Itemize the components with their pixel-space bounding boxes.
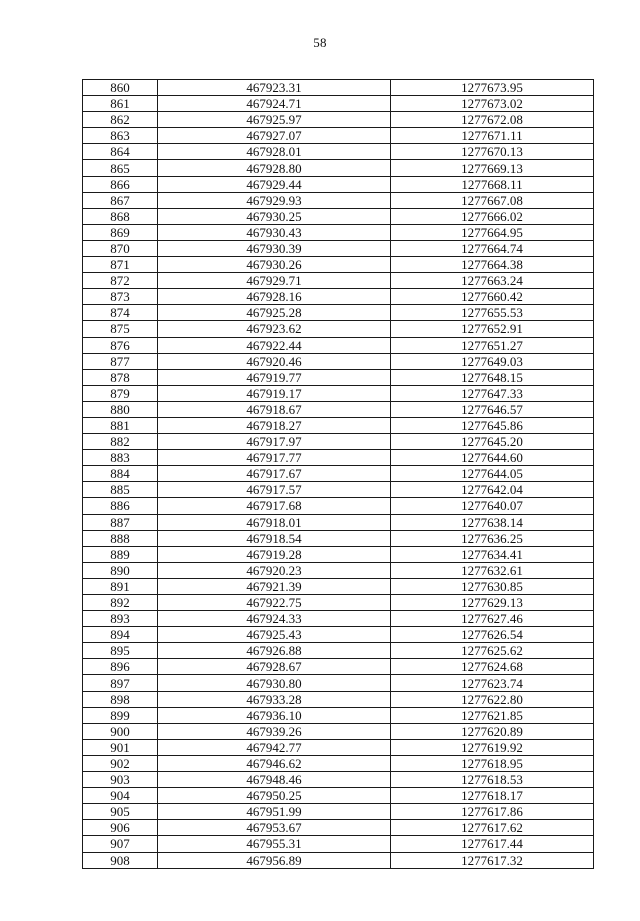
y-coordinate-cell: 1277668.11	[391, 176, 594, 192]
table-row	[83, 224, 594, 240]
point-number-cell: 873	[83, 289, 158, 305]
point-number-cell: 879	[83, 385, 158, 401]
point-number-cell: 863	[83, 128, 158, 144]
y-coordinate-cell: 1277644.05	[391, 466, 594, 482]
x-coordinate-cell: 467917.68	[158, 498, 391, 514]
table-row	[83, 772, 594, 788]
x-coordinate-cell: 467929.93	[158, 192, 391, 208]
x-coordinate-cell: 467953.67	[158, 820, 391, 836]
y-coordinate-cell: 1277617.62	[391, 820, 594, 836]
y-coordinate-cell: 1277618.17	[391, 788, 594, 804]
x-coordinate-cell: 467942.77	[158, 739, 391, 755]
y-coordinate-cell: 1277649.03	[391, 353, 594, 369]
y-coordinate-cell: 1277642.04	[391, 482, 594, 498]
point-number-cell: 907	[83, 836, 158, 852]
y-coordinate-cell: 1277645.20	[391, 434, 594, 450]
x-coordinate-cell: 467928.67	[158, 659, 391, 675]
table-row	[83, 257, 594, 273]
x-coordinate-cell: 467928.01	[158, 144, 391, 160]
x-coordinate-cell: 467925.43	[158, 627, 391, 643]
point-number-cell: 861	[83, 96, 158, 112]
x-coordinate-cell: 467919.17	[158, 385, 391, 401]
table-row	[83, 176, 594, 192]
point-number-cell: 880	[83, 401, 158, 417]
point-number-cell: 908	[83, 852, 158, 868]
point-number-cell: 884	[83, 466, 158, 482]
table-row	[83, 611, 594, 627]
table-body	[83, 80, 594, 869]
point-number-cell: 901	[83, 739, 158, 755]
y-coordinate-cell: 1277670.13	[391, 144, 594, 160]
point-number-cell: 883	[83, 450, 158, 466]
x-coordinate-cell: 467928.80	[158, 160, 391, 176]
x-coordinate-cell: 467920.23	[158, 562, 391, 578]
x-coordinate-cell: 467930.80	[158, 675, 391, 691]
x-coordinate-cell: 467929.44	[158, 176, 391, 192]
x-coordinate-cell: 467918.54	[158, 530, 391, 546]
table-row	[83, 820, 594, 836]
point-number-cell: 868	[83, 208, 158, 224]
table-row	[83, 273, 594, 289]
point-number-cell: 870	[83, 240, 158, 256]
point-number-cell: 876	[83, 337, 158, 353]
y-coordinate-cell: 1277672.08	[391, 112, 594, 128]
x-coordinate-cell: 467917.67	[158, 466, 391, 482]
y-coordinate-cell: 1277660.42	[391, 289, 594, 305]
x-coordinate-cell: 467923.62	[158, 321, 391, 337]
y-coordinate-cell: 1277663.24	[391, 273, 594, 289]
y-coordinate-cell: 1277634.41	[391, 546, 594, 562]
table-row	[83, 321, 594, 337]
y-coordinate-cell: 1277618.95	[391, 755, 594, 771]
table-row	[83, 691, 594, 707]
x-coordinate-cell: 467925.97	[158, 112, 391, 128]
y-coordinate-cell: 1277667.08	[391, 192, 594, 208]
y-coordinate-cell: 1277622.80	[391, 691, 594, 707]
point-number-cell: 894	[83, 627, 158, 643]
x-coordinate-cell: 467926.88	[158, 643, 391, 659]
table-row	[83, 369, 594, 385]
x-coordinate-cell: 467921.39	[158, 578, 391, 594]
point-number-cell: 903	[83, 772, 158, 788]
table-row	[83, 482, 594, 498]
table-row	[83, 675, 594, 691]
x-coordinate-cell: 467923.31	[158, 80, 391, 96]
y-coordinate-cell: 1277652.91	[391, 321, 594, 337]
y-coordinate-cell: 1277626.54	[391, 627, 594, 643]
point-number-cell: 862	[83, 112, 158, 128]
y-coordinate-cell: 1277664.38	[391, 257, 594, 273]
table-row	[83, 80, 594, 96]
table-row	[83, 353, 594, 369]
point-number-cell: 899	[83, 707, 158, 723]
point-number-cell: 887	[83, 514, 158, 530]
point-number-cell: 891	[83, 578, 158, 594]
point-number-cell: 902	[83, 755, 158, 771]
x-coordinate-cell: 467917.97	[158, 434, 391, 450]
x-coordinate-cell: 467930.26	[158, 257, 391, 273]
y-coordinate-cell: 1277647.33	[391, 385, 594, 401]
table-row	[83, 852, 594, 868]
table-row	[83, 128, 594, 144]
point-number-cell: 897	[83, 675, 158, 691]
point-number-cell: 865	[83, 160, 158, 176]
point-number-cell: 893	[83, 611, 158, 627]
point-number-cell: 872	[83, 273, 158, 289]
x-coordinate-cell: 467930.39	[158, 240, 391, 256]
table-row	[83, 289, 594, 305]
y-coordinate-cell: 1277664.95	[391, 224, 594, 240]
point-number-cell: 892	[83, 595, 158, 611]
table-row	[83, 723, 594, 739]
x-coordinate-cell: 467930.25	[158, 208, 391, 224]
table-row	[83, 643, 594, 659]
point-number-cell: 864	[83, 144, 158, 160]
x-coordinate-cell: 467956.89	[158, 852, 391, 868]
table-row	[83, 192, 594, 208]
point-number-cell: 906	[83, 820, 158, 836]
x-coordinate-cell: 467925.28	[158, 305, 391, 321]
x-coordinate-cell: 467946.62	[158, 755, 391, 771]
table-row	[83, 385, 594, 401]
point-number-cell: 866	[83, 176, 158, 192]
y-coordinate-cell: 1277638.14	[391, 514, 594, 530]
point-number-cell: 905	[83, 804, 158, 820]
table-row	[83, 739, 594, 755]
y-coordinate-cell: 1277625.62	[391, 643, 594, 659]
x-coordinate-cell: 467927.07	[158, 128, 391, 144]
x-coordinate-cell: 467924.33	[158, 611, 391, 627]
table-row	[83, 595, 594, 611]
x-coordinate-cell: 467930.43	[158, 224, 391, 240]
table-row	[83, 466, 594, 482]
y-coordinate-cell: 1277620.89	[391, 723, 594, 739]
point-number-cell: 860	[83, 80, 158, 96]
table-row	[83, 530, 594, 546]
point-number-cell: 886	[83, 498, 158, 514]
y-coordinate-cell: 1277627.46	[391, 611, 594, 627]
x-coordinate-cell: 467922.44	[158, 337, 391, 353]
table-row	[83, 208, 594, 224]
point-number-cell: 875	[83, 321, 158, 337]
table-row	[83, 804, 594, 820]
table-row	[83, 144, 594, 160]
table-row	[83, 755, 594, 771]
point-number-cell: 890	[83, 562, 158, 578]
point-number-cell: 898	[83, 691, 158, 707]
coordinates-table	[82, 79, 594, 869]
table-row	[83, 498, 594, 514]
point-number-cell: 867	[83, 192, 158, 208]
table-row	[83, 707, 594, 723]
point-number-cell: 869	[83, 224, 158, 240]
point-number-cell: 904	[83, 788, 158, 804]
table-row	[83, 417, 594, 433]
table-row	[83, 659, 594, 675]
y-coordinate-cell: 1277664.74	[391, 240, 594, 256]
y-coordinate-cell: 1277619.92	[391, 739, 594, 755]
y-coordinate-cell: 1277651.27	[391, 337, 594, 353]
y-coordinate-cell: 1277618.53	[391, 772, 594, 788]
table-row	[83, 627, 594, 643]
y-coordinate-cell: 1277673.02	[391, 96, 594, 112]
point-number-cell: 896	[83, 659, 158, 675]
y-coordinate-cell: 1277655.53	[391, 305, 594, 321]
x-coordinate-cell: 467936.10	[158, 707, 391, 723]
x-coordinate-cell: 467929.71	[158, 273, 391, 289]
x-coordinate-cell: 467955.31	[158, 836, 391, 852]
x-coordinate-cell: 467919.77	[158, 369, 391, 385]
y-coordinate-cell: 1277630.85	[391, 578, 594, 594]
table-row	[83, 112, 594, 128]
y-coordinate-cell: 1277669.13	[391, 160, 594, 176]
y-coordinate-cell: 1277623.74	[391, 675, 594, 691]
point-number-cell: 881	[83, 417, 158, 433]
point-number-cell: 874	[83, 305, 158, 321]
y-coordinate-cell: 1277640.07	[391, 498, 594, 514]
page-number: 58	[313, 35, 327, 50]
table-row	[83, 337, 594, 353]
x-coordinate-cell: 467922.75	[158, 595, 391, 611]
table-row	[83, 305, 594, 321]
x-coordinate-cell: 467939.26	[158, 723, 391, 739]
point-number-cell: 889	[83, 546, 158, 562]
table-row	[83, 562, 594, 578]
x-coordinate-cell: 467948.46	[158, 772, 391, 788]
point-number-cell: 871	[83, 257, 158, 273]
table-row	[83, 96, 594, 112]
y-coordinate-cell: 1277632.61	[391, 562, 594, 578]
y-coordinate-cell: 1277666.02	[391, 208, 594, 224]
point-number-cell: 895	[83, 643, 158, 659]
table-row	[83, 401, 594, 417]
y-coordinate-cell: 1277617.32	[391, 852, 594, 868]
y-coordinate-cell: 1277644.60	[391, 450, 594, 466]
y-coordinate-cell: 1277617.44	[391, 836, 594, 852]
y-coordinate-cell: 1277617.86	[391, 804, 594, 820]
table-row	[83, 434, 594, 450]
table-row	[83, 514, 594, 530]
y-coordinate-cell: 1277621.85	[391, 707, 594, 723]
y-coordinate-cell: 1277671.11	[391, 128, 594, 144]
point-number-cell: 882	[83, 434, 158, 450]
table-row	[83, 578, 594, 594]
point-number-cell: 900	[83, 723, 158, 739]
y-coordinate-cell: 1277645.86	[391, 417, 594, 433]
point-number-cell: 878	[83, 369, 158, 385]
y-coordinate-cell: 1277624.68	[391, 659, 594, 675]
y-coordinate-cell: 1277636.25	[391, 530, 594, 546]
x-coordinate-cell: 467918.27	[158, 417, 391, 433]
table-row	[83, 836, 594, 852]
point-number-cell: 888	[83, 530, 158, 546]
x-coordinate-cell: 467917.77	[158, 450, 391, 466]
table-row	[83, 240, 594, 256]
x-coordinate-cell: 467928.16	[158, 289, 391, 305]
table-row	[83, 788, 594, 804]
point-number-cell: 877	[83, 353, 158, 369]
y-coordinate-cell: 1277646.57	[391, 401, 594, 417]
x-coordinate-cell: 467918.01	[158, 514, 391, 530]
x-coordinate-cell: 467924.71	[158, 96, 391, 112]
x-coordinate-cell: 467920.46	[158, 353, 391, 369]
table-row	[83, 450, 594, 466]
x-coordinate-cell: 467933.28	[158, 691, 391, 707]
x-coordinate-cell: 467917.57	[158, 482, 391, 498]
x-coordinate-cell: 467919.28	[158, 546, 391, 562]
y-coordinate-cell: 1277673.95	[391, 80, 594, 96]
table-row	[83, 160, 594, 176]
x-coordinate-cell: 467951.99	[158, 804, 391, 820]
x-coordinate-cell: 467950.25	[158, 788, 391, 804]
y-coordinate-cell: 1277629.13	[391, 595, 594, 611]
x-coordinate-cell: 467918.67	[158, 401, 391, 417]
y-coordinate-cell: 1277648.15	[391, 369, 594, 385]
table-row	[83, 546, 594, 562]
point-number-cell: 885	[83, 482, 158, 498]
